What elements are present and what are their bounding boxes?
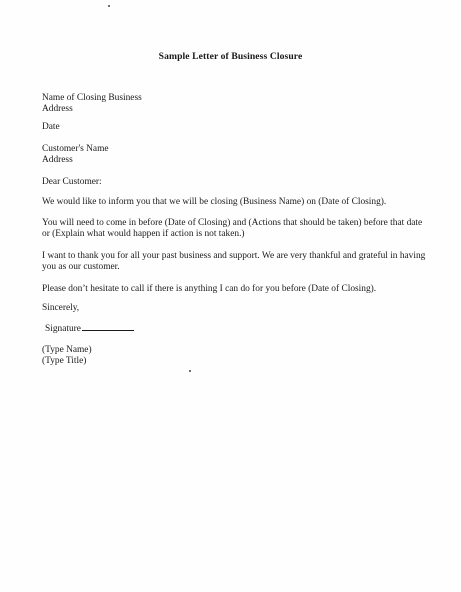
paragraph-3-line-1: I want to thank you for all your past business and support. We are very thankful and grateful in having [42,251,426,261]
scan-speck [108,5,110,7]
salutation [42,177,422,188]
paragraph-2-line-1: You will need to come in before (Date of Closing) and (Actions that should be taken) before that date [42,218,423,228]
closing [42,303,422,314]
paragraph-1 [42,197,422,208]
salutation-text: Dear Customer: [42,177,102,187]
recipient-name: Customer's Name [42,144,109,154]
signature-label: Signature [45,324,81,334]
recipient-block [42,144,422,166]
sender-name: Name of Closing Business [42,93,142,103]
scan-speck [189,370,191,372]
paragraph-1-text: We would like to inform you that we will be closing (Business Name) on (Date of Closing). [42,197,387,207]
paragraph-3-line-2: you as our customer. [42,262,120,272]
paragraph-2 [42,218,422,240]
closing-text: Sincerely, [42,303,80,313]
signature-line [42,322,134,335]
recipient-address: Address [42,155,73,165]
type-name: (Type Name) [42,345,92,355]
type-title: (Type Title) [42,356,87,366]
date-block [42,122,422,133]
signature-rule [82,322,134,331]
letter-title: Sample Letter of Business Closure [158,51,303,62]
sender-address: Address [42,104,73,114]
paragraph-4-text: Please don’t hesitate to call if there is anything I can do for you before (Date of Closing). [42,284,377,294]
sender-block [42,93,422,115]
paragraph-4 [42,284,422,295]
signer-block [42,345,422,367]
paragraph-3 [42,251,426,273]
letter-date: Date [42,122,60,132]
paragraph-2-line-2: or (Explain what would happen if action is not taken.) [42,229,245,239]
